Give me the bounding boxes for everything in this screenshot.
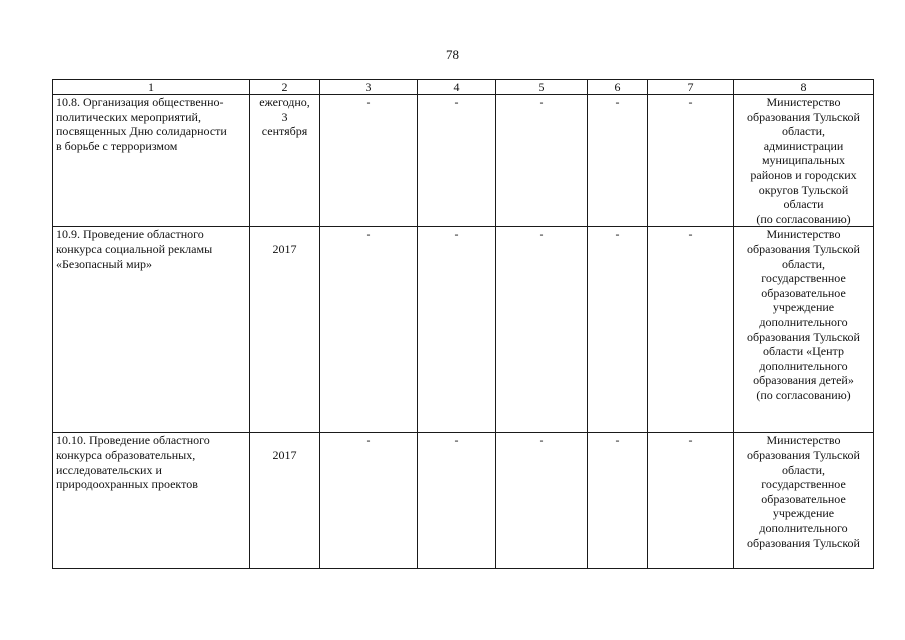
event-line: конкурса образовательных,: [56, 447, 196, 462]
funding-cell: -: [588, 227, 648, 433]
executor-line: области,: [781, 462, 826, 477]
table-row: [53, 433, 874, 569]
executor-line: государственное: [761, 477, 846, 492]
column-header: 1: [53, 80, 250, 95]
executor-line: образования Тульской: [747, 109, 860, 124]
term-line: 2017: [272, 448, 297, 463]
column-header: 4: [418, 80, 496, 95]
executor-line: образования детей»: [753, 373, 854, 388]
executor-line: образования Тульской: [747, 329, 860, 344]
executor-line: образования Тульской: [747, 447, 860, 462]
table-header-row: [53, 80, 874, 95]
executor-line: образования Тульской: [747, 535, 860, 550]
term-cell: [250, 227, 320, 433]
funding-cell: -: [588, 95, 648, 227]
event-line: посвященных Дню солидарности: [56, 124, 227, 139]
executor-line: районов и городских: [750, 167, 857, 182]
executor-line: учреждение: [772, 300, 835, 315]
event-line: «Безопасный мир»: [56, 256, 153, 271]
term-line: 3: [281, 109, 288, 124]
event-line: исследовательских и: [56, 462, 162, 477]
funding-cell: -: [418, 227, 496, 433]
executor-line: дополнительного: [759, 520, 848, 535]
executor-line: муниципальных: [761, 153, 846, 168]
event-line: 10.8. Организация общественно-: [56, 95, 224, 109]
event-line: природоохранных проектов: [56, 477, 198, 492]
event-line: политических мероприятий,: [56, 109, 201, 124]
event-line: конкурса социальной рекламы: [56, 241, 213, 256]
page-number: 78: [446, 47, 459, 62]
executor-line: области: [783, 197, 824, 212]
event-line: в борьбе с терроризмом: [56, 138, 178, 153]
funding-cell: -: [648, 95, 734, 227]
term-line: сентября: [261, 124, 308, 139]
executor-line: Министерство: [766, 95, 841, 109]
column-header: 6: [588, 80, 648, 95]
funding-cell: -: [496, 227, 588, 433]
executor-line: образовательное: [761, 285, 846, 300]
executor-line: (по согласованию): [756, 387, 851, 402]
term-line: 2017: [272, 242, 297, 257]
executor-line: (по согласованию): [756, 211, 851, 226]
executor-line: области «Центр: [763, 344, 844, 359]
column-header: 5: [496, 80, 588, 95]
executor-line: Министерство: [766, 433, 841, 448]
funding-cell: -: [320, 95, 418, 227]
term-cell: [250, 433, 320, 569]
executor-line: дополнительного: [759, 358, 848, 373]
event-cell: [53, 433, 250, 569]
column-header: 3: [320, 80, 418, 95]
measures-table: [52, 79, 874, 569]
executor-cell: [734, 227, 874, 433]
table-row: [53, 227, 874, 433]
event-cell: [53, 227, 250, 433]
funding-cell: -: [418, 95, 496, 227]
executor-line: дополнительного: [759, 314, 848, 329]
funding-cell: -: [648, 433, 734, 569]
executor-line: государственное: [761, 271, 846, 286]
column-header: 7: [648, 80, 734, 95]
executor-line: образования Тульской: [747, 241, 860, 256]
funding-cell: -: [496, 95, 588, 227]
executor-line: Министерство: [766, 227, 841, 242]
executor-line: области,: [781, 124, 826, 139]
event-line: 10.9. Проведение областного: [56, 227, 204, 242]
funding-cell: -: [588, 433, 648, 569]
funding-cell: -: [496, 433, 588, 569]
executor-cell: [734, 433, 874, 569]
executor-line: области,: [781, 256, 826, 271]
funding-cell: -: [418, 433, 496, 569]
funding-cell: -: [320, 227, 418, 433]
executor-line: администрации: [763, 138, 844, 153]
table-row: [53, 95, 874, 227]
event-line: 10.10. Проведение областного: [56, 433, 210, 448]
column-header: 8: [734, 80, 874, 95]
funding-cell: -: [648, 227, 734, 433]
term-cell: [250, 95, 320, 227]
term-line: ежегодно,: [259, 95, 310, 109]
column-header: 2: [250, 80, 320, 95]
executor-line: округов Тульской: [758, 182, 849, 197]
executor-line: учреждение: [772, 506, 835, 521]
executor-cell: [734, 95, 874, 227]
event-cell: [53, 95, 250, 227]
executor-line: образовательное: [761, 491, 846, 506]
funding-cell: -: [320, 433, 418, 569]
